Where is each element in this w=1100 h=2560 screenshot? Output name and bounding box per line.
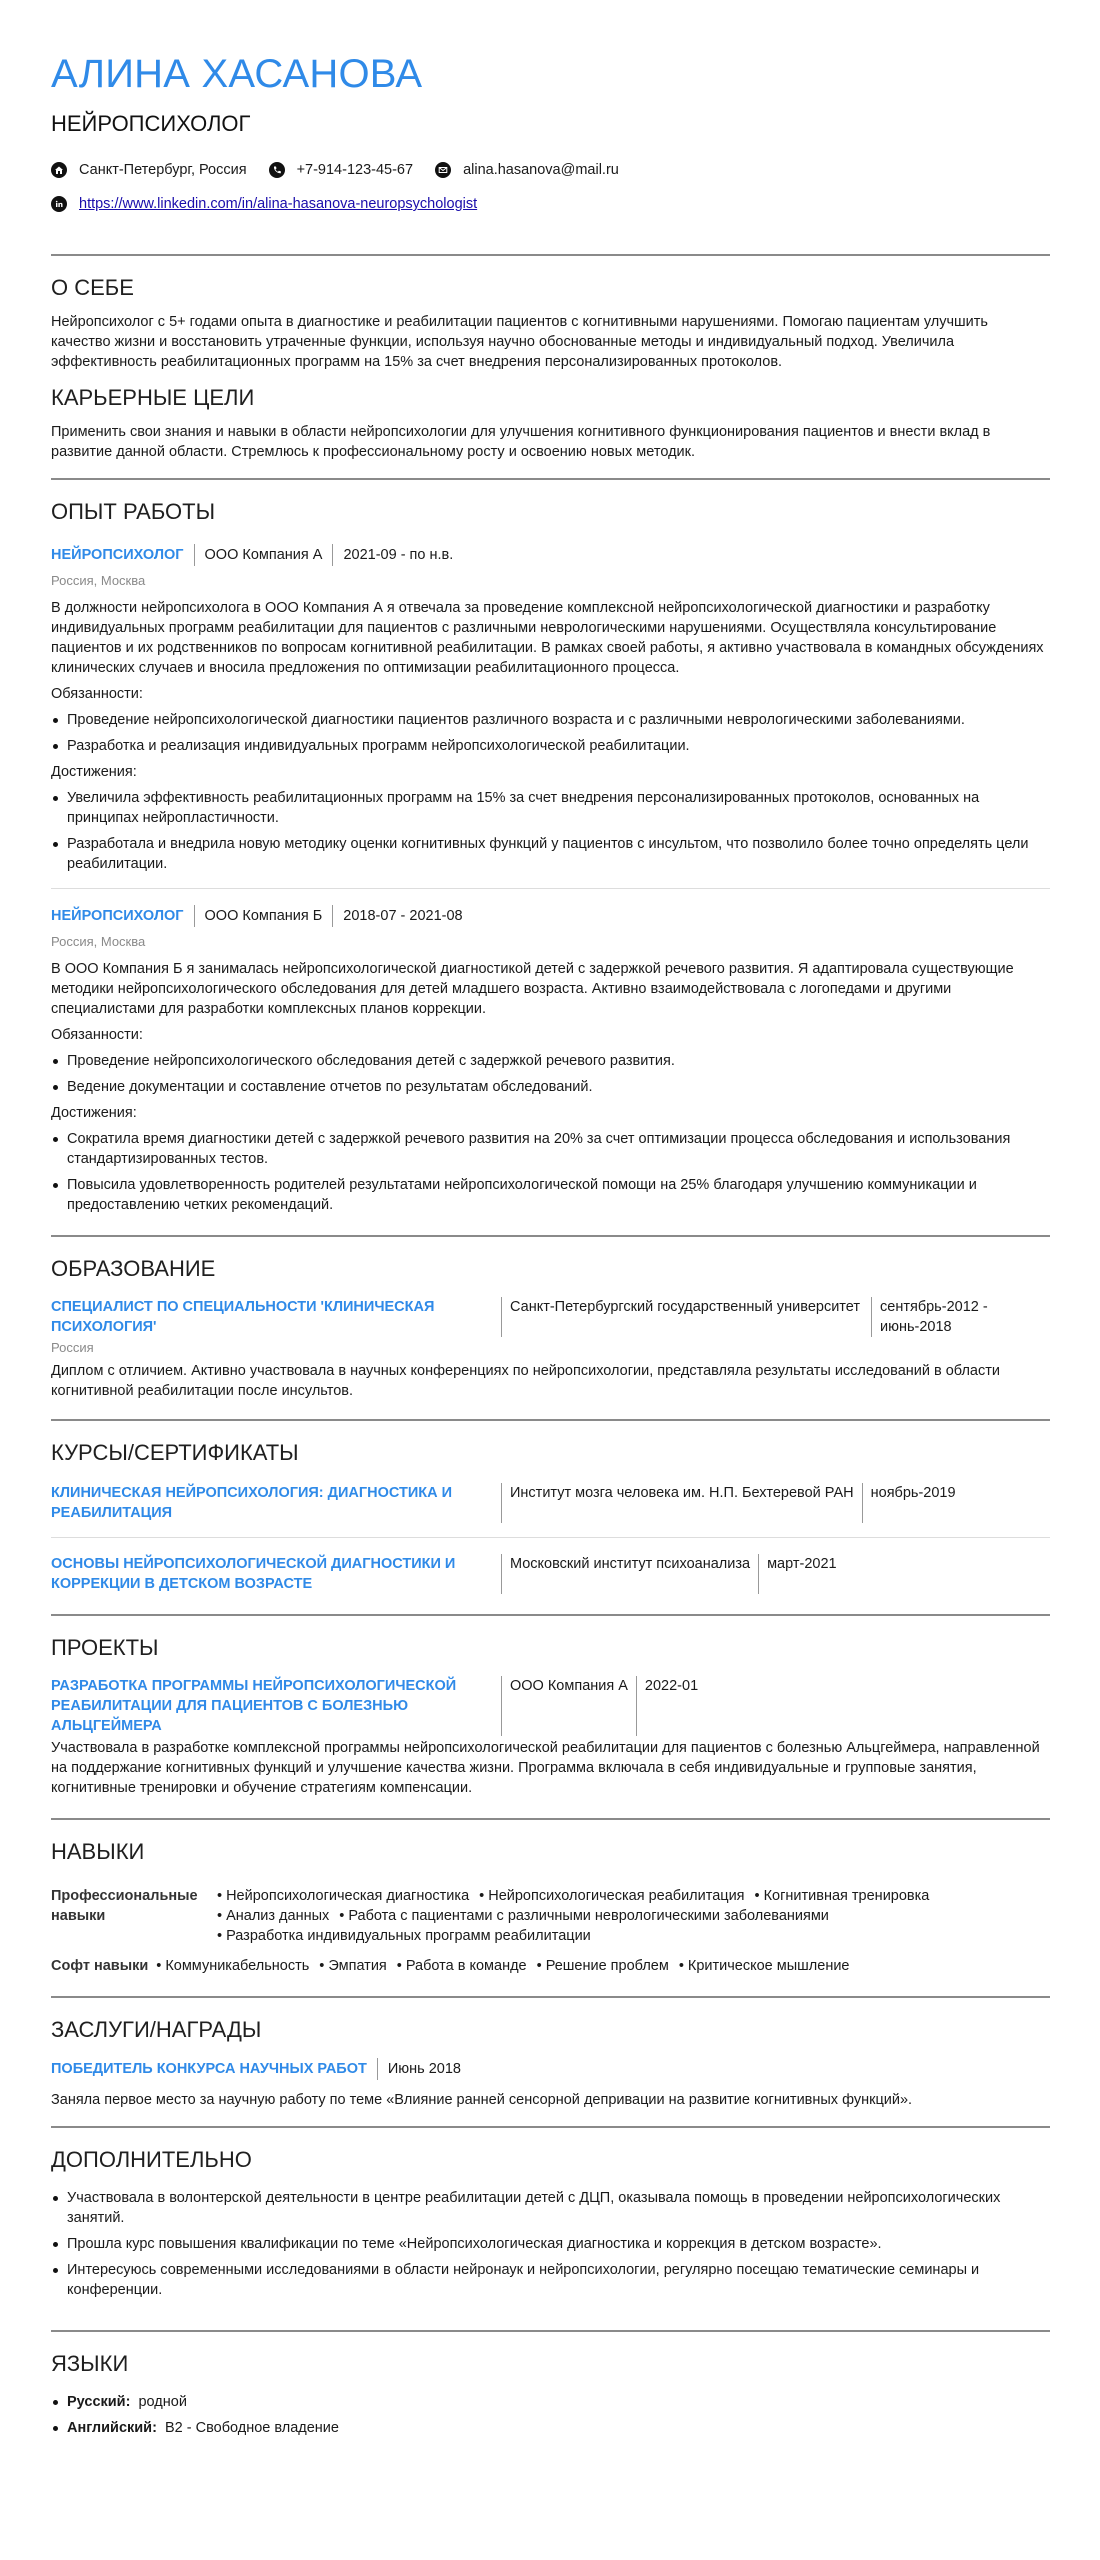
linkedin-icon: [51, 196, 67, 212]
skill-tag: • Коммуникабельность: [156, 1956, 309, 1976]
list-item: Увеличила эффективность реабилитационных программ на 15% за счет внедрения персонализированных протоколов, основанных на принципах нейропластичности.: [51, 788, 1050, 828]
section-title-skills: НАВЫКИ: [51, 1839, 145, 1864]
section-title-goals: КАРЬЕРНЫЕ ЦЕЛИ: [51, 385, 255, 410]
professional-skills-label: Профессиональные навыки: [51, 1888, 198, 1924]
duties-list: [51, 710, 1050, 756]
project-entry: [51, 1676, 1050, 1736]
achievements-label: Достижения:: [51, 764, 137, 780]
contact-linkedin: [51, 194, 1050, 214]
professional-skills-row: [51, 1886, 1050, 1946]
skill-tag: • Решение проблем: [537, 1956, 669, 1976]
course-entry: [51, 1554, 1050, 1594]
languages-section: [51, 2350, 1050, 2438]
location-text: Санкт-Петербург, Россия: [79, 162, 247, 178]
job-position: НЕЙРОПСИХОЛОГ: [51, 547, 184, 563]
job-header: [51, 905, 1050, 927]
section-divider: [51, 478, 1050, 480]
education-section: [51, 1255, 1050, 1401]
education-dates: сентябрь-2012 - июнь-2018: [871, 1297, 1050, 1337]
duties-label: Обязанности:: [51, 686, 143, 702]
award-description: Заняла первое место за научную работу по теме «Влияние ранней сенсорной депривации на развитие когнитивных функций».: [51, 2092, 913, 2108]
resume-header: [51, 50, 1050, 214]
entry-divider: [51, 888, 1050, 889]
course-name: ОСНОВЫ НЕЙРОПСИХОЛОГИЧЕСКОЙ ДИАГНОСТИКИ И КОРРЕКЦИИ В ДЕТСКОМ ВОЗРАСТЕ: [51, 1556, 456, 1592]
language-name: Русский:: [67, 2394, 131, 2410]
goals-text: Применить свои знания и навыки в области нейропсихологии для улучшения когнитивного функционирования пациентов и внести вклад в развитие данной области. Стремлюсь к профессиональному росту и освоению новых методик.: [51, 424, 991, 460]
language-item: [51, 2392, 1050, 2412]
list-item: Проведение нейропсихологического обследования детей с задержкой речевого развития.: [51, 1051, 1050, 1071]
job-dates: 2021-09 - по н.в.: [343, 547, 454, 563]
job-header: [51, 544, 1050, 566]
list-item: Сократила время диагностики детей с задержкой речевого развития на 20% за счет оптимизации процесса обследования и использования стандартизированных тестов.: [51, 1129, 1050, 1169]
project-date: 2022-01: [636, 1676, 706, 1736]
skill-tag: • Работа в команде: [397, 1956, 527, 1976]
candidate-title: НЕЙРОПСИХОЛОГ: [51, 111, 251, 136]
skill-tag: • Работа с пациентами с различными неврологическими заболеваниями: [339, 1906, 829, 1926]
achievements-label: Достижения:: [51, 1105, 137, 1121]
languages-list: [51, 2392, 1050, 2438]
section-divider: [51, 1235, 1050, 1237]
home-icon: [51, 162, 67, 178]
job-dates: 2018-07 - 2021-08: [343, 908, 463, 924]
contact-list: [51, 160, 1050, 180]
education-description: Диплом с отличием. Активно участвовала в научных конференциях по нейропсихологии, представляла результаты исследований в области когнитивной реабилитации после инсультов.: [51, 1363, 1000, 1399]
professional-skills-list: [217, 1886, 1047, 1946]
section-title-languages: ЯЗЫКИ: [51, 2351, 129, 2376]
about-text: Нейропсихолог с 5+ годами опыта в диагностике и реабилитации пациентов с когнитивными нарушениями. Помогаю пациентам улучшить качество жизни и восстановить утраченные функции, используя научно обоснованные методы и индивидуальный подход. Увеличила эффективность реабилитационных программ на 15% за счет внедрения персонализированных протоколов.: [51, 314, 988, 370]
course-org: Московский институт психоанализа: [501, 1554, 758, 1594]
course-entry: [51, 1483, 1050, 1523]
language-level: B2 - Свободное владение: [165, 2420, 339, 2436]
education-location: Россия: [51, 1340, 94, 1355]
contact-email[interactable]: [435, 160, 619, 180]
course-date: март-2021: [758, 1554, 845, 1594]
award-header: [51, 2058, 1050, 2080]
list-item: Разработала и внедрила новую методику оценки когнитивных функций у пациентов с инсультом, что позволило более точно определять цели реабилитации.: [51, 834, 1050, 874]
phone-icon: [269, 162, 285, 178]
section-title-projects: ПРОЕКТЫ: [51, 1635, 159, 1660]
education-institution: Санкт-Петербургский государственный университет: [501, 1297, 871, 1337]
job-entry: [51, 905, 1050, 1215]
additional-list: [51, 2188, 1050, 2300]
duties-list: [51, 1051, 1050, 1097]
section-divider: [51, 1614, 1050, 1616]
course-org: Институт мозга человека им. Н.П. Бехтеревой РАН: [501, 1483, 862, 1523]
list-item: Повысила удовлетворенность родителей результатами нейропсихологической помощи на 25% благодаря улучшению коммуникации и предоставлению четких рекомендаций.: [51, 1175, 1050, 1215]
list-item: Участвовала в волонтерской деятельности в центре реабилитации детей с ДЦП, оказывала помощь в проведении нейропсихологических занятий.: [51, 2188, 1050, 2228]
skill-tag: • Нейропсихологическая реабилитация: [479, 1886, 744, 1906]
duties-label: Обязанности:: [51, 1027, 143, 1043]
contact-phone[interactable]: [269, 160, 414, 180]
experience-section: [51, 498, 1050, 1215]
list-item: Разработка и реализация индивидуальных программ нейропсихологической реабилитации.: [51, 736, 1050, 756]
project-org: ООО Компания А: [501, 1676, 636, 1736]
job-company: ООО Компания Б: [204, 908, 323, 924]
linkedin-link[interactable]: https://www.linkedin.com/in/alina-hasanova-neuropsychologist: [79, 196, 478, 212]
job-location: Россия, Москва: [51, 573, 146, 588]
section-title-about: О СЕБЕ: [51, 275, 134, 300]
mail-icon: [435, 162, 451, 178]
education-entry: [51, 1297, 1050, 1337]
separator: [194, 544, 195, 566]
skills-section: [51, 1838, 1050, 1976]
job-entry: [51, 544, 1050, 874]
skill-tag: • Эмпатия: [319, 1956, 387, 1976]
skill-tag: • Анализ данных: [217, 1906, 329, 1926]
soft-skills-list: [156, 1956, 859, 1976]
section-title-experience: ОПЫТ РАБОТЫ: [51, 499, 216, 524]
soft-skills-row: [51, 1956, 1050, 1976]
list-item: Прошла курс повышения квалификации по теме «Нейропсихологическая диагностика и коррекция в детском возрасте».: [51, 2234, 1050, 2254]
separator: [332, 905, 333, 927]
job-location: Россия, Москва: [51, 934, 146, 949]
award-date: Июнь 2018: [387, 2061, 461, 2077]
about-section: [51, 274, 1050, 372]
project-name: РАЗРАБОТКА ПРОГРАММЫ НЕЙРОПСИХОЛОГИЧЕСКОЙ РЕАБИЛИТАЦИИ ДЛЯ ПАЦИЕНТОВ С БОЛЕЗНЬЮ АЛЬЦГЕЙМЕРА: [51, 1678, 457, 1734]
course-name: КЛИНИЧЕСКАЯ НЕЙРОПСИХОЛОГИЯ: ДИАГНОСТИКА И РЕАБИЛИТАЦИЯ: [51, 1485, 453, 1521]
list-item: Интересуюсь современными исследованиями в области нейронаук и нейропсихологии, регулярно посещаю тематические семинары и конференции.: [51, 2260, 1050, 2300]
skill-tag: • Разработка индивидуальных программ реабилитации: [217, 1926, 1037, 1946]
section-divider: [51, 2126, 1050, 2128]
section-divider: [51, 2330, 1050, 2332]
section-divider: [51, 254, 1050, 256]
achievements-list: [51, 1129, 1050, 1215]
awards-section: [51, 2016, 1050, 2110]
contact-location: [51, 160, 247, 180]
entry-divider: [51, 1537, 1050, 1538]
separator: [194, 905, 195, 927]
job-description: В должности нейропсихолога в ООО Компания А я отвечала за проведение комплексной нейропсихологической диагностики и разработку индивидуальных программ реабилитации для пациентов с различными неврологическими нарушениями. Осуществляла консультирование пациентов и их родственников по вопросам когнитивной реабилитации. В рамках своей работы, я активно участвовала в командных обсуждениях клинических случаев и вносила предложения по оптимизации реабилитационного процесса.: [51, 600, 1044, 676]
section-title-courses: КУРСЫ/СЕРТИФИКАТЫ: [51, 1440, 299, 1465]
section-divider: [51, 1818, 1050, 1820]
language-item: [51, 2418, 1050, 2438]
section-divider: [51, 1996, 1050, 1998]
project-description: Участвовала в разработке комплексной программы нейропсихологической реабилитации для пациентов с болезнью Альцгеймера, направленной на поддержание когнитивных функций и улучшение качества жизни. Программа включала в себя индивидуальные и групповые занятия, когнитивные тренировки и обучение стратегиям компенсации.: [51, 1740, 1040, 1796]
skill-tag: • Когнитивная тренировка: [755, 1886, 930, 1906]
course-date: ноябрь-2019: [862, 1483, 964, 1523]
phone-text[interactable]: +7-914-123-45-67: [296, 162, 414, 178]
section-divider: [51, 1419, 1050, 1421]
section-title-education: ОБРАЗОВАНИЕ: [51, 1256, 216, 1281]
section-title-awards: ЗАСЛУГИ/НАГРАДЫ: [51, 2017, 262, 2042]
language-level: родной: [138, 2394, 187, 2410]
candidate-name: АЛИНА ХАСАНОВА: [51, 52, 423, 96]
section-title-additional: ДОПОЛНИТЕЛЬНО: [51, 2147, 252, 2172]
achievements-list: [51, 788, 1050, 874]
skill-tag: • Критическое мышление: [679, 1956, 850, 1976]
list-item: Проведение нейропсихологической диагностики пациентов различного возраста и с различными неврологическими заболеваниями.: [51, 710, 1050, 730]
email-text[interactable]: alina.hasanova@mail.ru: [463, 162, 619, 178]
projects-section: [51, 1634, 1050, 1798]
language-name: Английский:: [67, 2420, 157, 2436]
award-name: ПОБЕДИТЕЛЬ КОНКУРСА НАУЧНЫХ РАБОТ: [51, 2061, 367, 2077]
soft-skills-label: Софт навыки: [51, 1958, 149, 1974]
job-description: В ООО Компания Б я занималась нейропсихологической диагностикой детей с задержкой речевого развития. Я адаптировала существующие методики нейропсихологического обследования для детей младшего возраста. Активно взаимодействовала с логопедами и другими специалистами для разработки комплексных планов коррекции.: [51, 961, 1014, 1017]
list-item: Ведение документации и составление отчетов по результатам обследований.: [51, 1077, 1050, 1097]
skill-tag: • Нейропсихологическая диагностика: [217, 1886, 469, 1906]
job-position: НЕЙРОПСИХОЛОГ: [51, 908, 184, 924]
education-degree: СПЕЦИАЛИСТ ПО СПЕЦИАЛЬНОСТИ 'КЛИНИЧЕСКАЯ ПСИХОЛОГИЯ': [51, 1299, 435, 1335]
separator: [332, 544, 333, 566]
courses-section: [51, 1439, 1050, 1594]
separator: [377, 2058, 378, 2080]
goals-section: [51, 384, 1050, 462]
additional-section: [51, 2146, 1050, 2300]
job-company: ООО Компания А: [204, 547, 323, 563]
